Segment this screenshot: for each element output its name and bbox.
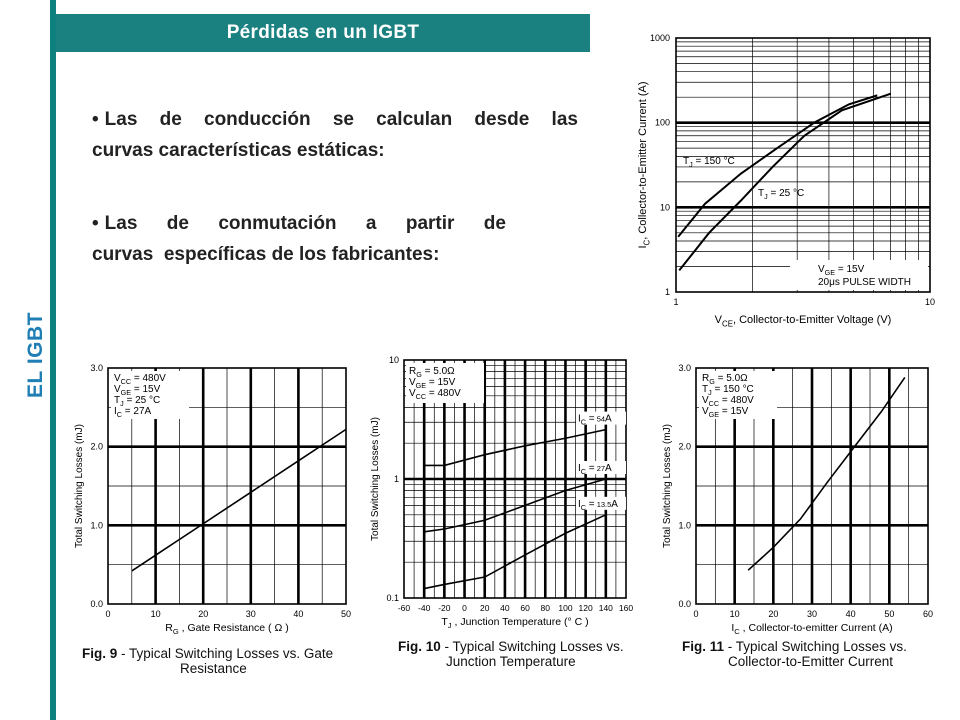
x-tick-label: 30 <box>245 609 256 619</box>
y-tick-label: 1 <box>664 287 670 297</box>
series-label: $I_C = 13.5A$ <box>578 498 618 512</box>
x-axis-label: $R_G$ , Gate Resistance ( Ω ) <box>165 622 289 637</box>
condition-text: $T_J = 150$ °C <box>702 384 754 397</box>
x-tick-label: -60 <box>397 603 411 613</box>
bullet-switching-line1 <box>92 208 506 239</box>
x-tick-label: -40 <box>418 603 431 613</box>
x-tick-label: 40 <box>845 609 856 619</box>
b2l1-word: a <box>365 213 377 234</box>
b1l1-word: Las <box>104 109 138 130</box>
condition-text: $V_{CC} = 480V$ <box>409 388 461 401</box>
chart-vce-characteristic <box>608 24 948 334</box>
y-tick-label: 10 <box>388 355 399 365</box>
y-tick-label: 1.0 <box>678 520 691 531</box>
condition-text: $V_{GE} = 15V$ <box>409 377 456 390</box>
x-tick-label: 20 <box>768 609 779 619</box>
side-label: EL IGBT <box>24 312 47 398</box>
caption-fig9-label: Fig. 9 <box>82 646 118 661</box>
x-tick-label: 120 <box>578 603 593 613</box>
b2l1-word: Las <box>104 213 138 234</box>
y-axis-label: Total Switching Losses (mJ) <box>370 417 381 541</box>
x-tick-label: 30 <box>806 609 818 619</box>
caption-fig11-line2: Collector-to-Emitter Current <box>728 654 894 669</box>
caption-fig11-text: - Typical Switching Losses vs. <box>724 639 907 654</box>
y-tick-label: 0.1 <box>386 593 399 603</box>
condition-text: $V_{GE} = 15V$ <box>702 406 749 419</box>
y-tick-label: 2.0 <box>678 441 691 452</box>
caption-fig10-label: Fig. 10 <box>398 639 441 654</box>
series-label: $I_C = 54A$ <box>578 413 612 427</box>
x-tick-label: 50 <box>884 609 895 619</box>
y-tick-label: 3.0 <box>678 363 691 373</box>
y-axis-label: Total Switching Losses (mJ) <box>74 424 85 548</box>
caption-fig10 <box>398 639 624 669</box>
x-tick-label: 20 <box>479 603 490 613</box>
bullet-conduction-line2: curvas características estáticas: <box>92 140 385 161</box>
caption-fig9 <box>82 646 333 676</box>
x-tick-label: 50 <box>340 609 352 619</box>
x-tick-label: 160 <box>618 603 634 613</box>
condition-text: $R_G = 5.0\Omega$ <box>409 366 455 379</box>
caption-fig11-label: Fig. 11 <box>682 639 725 654</box>
x-tick-label: 100 <box>558 603 573 613</box>
caption-fig9-text: - Typical Switching Losses vs. Gate <box>117 646 334 661</box>
y-tick-label: 10 <box>659 202 670 213</box>
condition-text: $V_{GE} = 15V$ <box>114 384 161 397</box>
b2l1-word: conmutación <box>218 213 337 234</box>
annotation-vge: $V_{GE} = 15V$ <box>818 264 865 277</box>
y-tick-label: 100 <box>654 117 670 128</box>
bullet-dot: • <box>92 109 99 130</box>
x-tick-label: 60 <box>922 609 934 619</box>
x-axis-label: $T_J$ , Junction Temperature (° C ) <box>441 616 589 631</box>
bullet-switching <box>92 208 506 270</box>
x-tick-label: 60 <box>520 603 530 613</box>
bullet-conduction <box>92 104 578 166</box>
x-axis-label: $I_C$ , Collector-to-emitter Current (A) <box>731 622 893 637</box>
annotation-tj25: $T_J = 25$ °C <box>758 188 805 201</box>
b2l1-word: partir <box>405 213 455 234</box>
b1l1-word: las <box>551 109 578 130</box>
chart-fig11 <box>656 356 946 638</box>
caption-fig9-line2: Resistance <box>180 661 247 676</box>
chart-fig10 <box>362 350 662 640</box>
y-tick-label: 0.0 <box>678 599 691 609</box>
series-label: $I_C = 27A$ <box>578 463 612 476</box>
condition-text: $R_G = 5.0\Omega$ <box>702 373 748 386</box>
condition-text: $V_{CC} = 480V$ <box>702 395 754 408</box>
x-tick-label: 80 <box>540 603 551 613</box>
x-tick-label: -20 <box>438 603 451 613</box>
x-tick-label: 0 <box>105 609 111 619</box>
x-tick-label: 20 <box>198 609 209 619</box>
x-tick-label: 40 <box>293 609 304 619</box>
y-axis-label: $I_C$, Collector-to-Emitter Current (A) <box>637 81 652 249</box>
x-tick-label: 1 <box>673 297 679 307</box>
y-tick-label: 1 <box>393 474 399 484</box>
x-tick-label: 0 <box>462 603 467 613</box>
condition-text: $I_C$ = 27A <box>114 406 152 419</box>
caption-fig11 <box>682 639 907 669</box>
y-tick-label: 2.0 <box>90 441 103 452</box>
y-tick-label: 1000 <box>649 33 670 43</box>
b2l1-word: de <box>483 213 506 234</box>
condition-text: $T_J = 25$ °C <box>114 395 161 408</box>
x-tick-label: 10 <box>924 297 936 307</box>
y-axis-label: Total Switching Losses (mJ) <box>662 424 673 548</box>
y-tick-label: 0.0 <box>90 599 103 609</box>
annotation-pulse: 20μs PULSE WIDTH <box>818 277 912 288</box>
caption-fig10-line2: Junction Temperature <box>446 654 576 669</box>
y-tick-label: 1.0 <box>90 520 103 531</box>
x-tick-label: 0 <box>693 609 699 619</box>
sidebar-accent-bar <box>50 0 56 720</box>
x-axis-label: $V_{CE}$, Collector-to-Emitter Voltage (V) <box>714 314 892 329</box>
slide-title-text: Pérdidas en un IGBT <box>226 22 420 43</box>
bullet-dot: • <box>92 213 99 234</box>
slide-title <box>56 14 590 52</box>
bullet-conduction-line1 <box>92 104 578 135</box>
b1l1-word: de <box>159 109 182 130</box>
bullet-switching-line2: curvas específicas de los fabricantes: <box>92 244 440 265</box>
bullet-lead <box>92 208 137 239</box>
x-tick-label: 10 <box>150 609 161 619</box>
caption-fig10-text: - Typical Switching Losses vs. <box>440 639 624 654</box>
annotation-tj150: $T_J = 150$ °C <box>683 156 735 169</box>
b1l1-word: conducción <box>204 109 311 130</box>
b1l1-word: se <box>332 109 354 130</box>
x-tick-label: 10 <box>729 609 740 619</box>
bullet-lead <box>92 104 137 135</box>
b2l1-word: de <box>166 213 189 234</box>
b1l1-word: calculan <box>376 109 453 130</box>
y-tick-label: 3.0 <box>90 363 103 373</box>
x-tick-label: 140 <box>598 603 613 613</box>
chart-fig9 <box>64 356 364 638</box>
x-tick-label: 40 <box>500 603 510 613</box>
b1l1-word: desde <box>474 109 530 130</box>
condition-text: $V_{CC} = 480V$ <box>114 373 166 386</box>
